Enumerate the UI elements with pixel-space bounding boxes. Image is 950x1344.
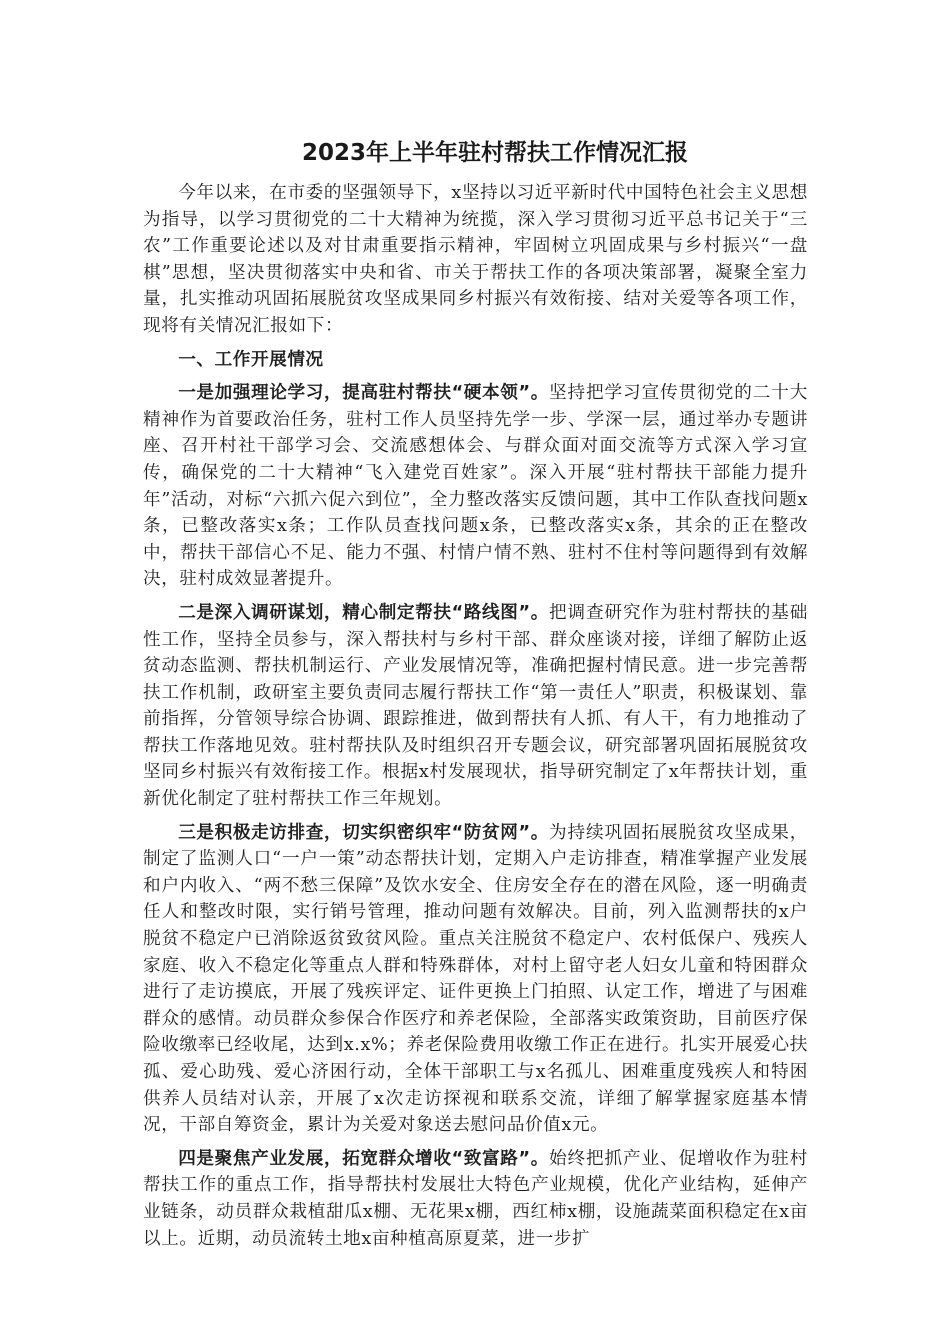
intro-paragraph: 今年以来，在市委的坚强领导下，x坚持以习近平新时代中国特色社会主义思想为指导，以学习贯彻党的二十大精神为统揽，深入学习贯彻习近平总书记关于“三农”工作重要论述以及对甘肃重要指示精神，牢固树立巩固成果与乡村振兴“一盘棋”思想，坚决贯彻落实中央和省、市关于帮扶工作的各项决策部署，凝聚全室力量，扎实推动巩固拓展脱贫攻坚成果同乡村振兴有效衔接、结对关爱等各项工作，现将有关情况汇报如下：	[143, 183, 808, 336]
item-lead-3: 三是积极走访排查，切实织密织牢“防贫网”。	[178, 822, 549, 843]
item-lead-4: 四是聚焦产业发展，拓宽群众增收“致富路”。	[178, 1148, 549, 1169]
document-title: 2023年上半年驻村帮扶工作情况汇报	[301, 140, 688, 166]
document-body	[143, 180, 808, 1259]
item-text-4: 始终把抓产业、促增收作为驻村帮扶工作的重点工作，指导帮扶村发展壮大特色产业规模，优化产业结构，延伸产业链条，动员群众栽植甜瓜x棚、无花果x棚，西红柿x棚，设施蔬菜面积稳定在x亩以上。近期，动员流转土地x亩种植高原夏菜，进一步扩	[143, 1148, 809, 1249]
item-lead-1: 一是加强理论学习，提高驻村帮扶“硬本领”。	[178, 383, 549, 404]
item-paragraph-3	[143, 820, 808, 1139]
item-paragraph-1	[143, 380, 808, 593]
item-paragraph-4	[143, 1146, 808, 1252]
item-text-1: 坚持把学习宣传贯彻党的二十大精神作为首要政治任务，驻村工作人员坚持先学一步、学深一层，通过举办专题讲座、召开村社干部学习会、交流感想体会、与群众面对面交流等方式深入学习宣传，确保党的二十大精神“飞入建党百姓家”。深入开展“驻村帮扶干部能力提升年”活动，对标“六抓六促六到位”，全力整改落实反馈问题，其中工作队查找问题x条，已整改落实x条；工作队员查找问题x条，已整改落实x条，其余的正在整改中，帮扶干部信心不足、能力不强、村情户情不熟、驻村不住村等问题得到有效解决，驻村成效显著提升。	[143, 383, 809, 590]
item-text-3: 为持续巩固拓展脱贫攻坚成果，制定了监测人口“一户一策”动态帮扶计划，定期入户走访排查，精准掌握产业发展和户内收入、“两不愁三保障”及饮水安全、住房安全存在的潜在风险，逐一明确责任人和整改时限，实行销号管理，推动问题有效解决。目前，列入监测帮扶的x户脱贫不稳定户已消除返贫致贫风险。重点关注脱贫不稳定户、农村低保户、残疾人家庭、收入不稳定化等重点人群和特殊群体，对村上留守老人妇女儿童和特困群众进行了走访摸底，开展了残疾评定、证件更换上门拍照、认定工作，增进了与困难群众的感情。动员群众参保合作医疗和养老保险，全部落实政策资助，目前医疗保险收缴率已经收尾，达到x.x%；养老保险费用收缴工作正在进行。扎实开展爱心扶孤、爱心助残、爱心济困行动，全体干部职工与x名孤儿、困难重度残疾人和特困供养人员结对认亲，开展了x次走访探视和联系交流，详细了解掌握家庭基本情况，干部自筹资金，累计为关爱对象送去慰问品价值x元。	[143, 822, 809, 1136]
item-paragraph-2	[143, 600, 808, 813]
item-lead-2: 二是深入调研谋划，精心制定帮扶“路线图”。	[178, 602, 549, 623]
section-heading	[143, 347, 808, 374]
section-heading-text: 一、工作开展情况	[178, 349, 324, 370]
item-text-2: 把调查研究作为驻村帮扶的基础性工作，坚持全员参与，深入帮扶村与乡村干部、群众座谈对接，详细了解防止返贫动态监测、帮扶机制运行、产业发展情况等，准确把握村情民意。进一步完善帮扶工作机制，政研室主要负责同志履行帮扶工作“第一责任人”职责，积极谋划、靠前指挥，分管领导综合协调、跟踪推进，做到帮扶有人抓、有人干，有力地推动了帮扶工作落地见效。驻村帮扶队及时组织召开专题会议，研究部署巩固拓展脱贫攻坚同乡村振兴有效衔接工作。根据x村发展现状，指导研究制定了x年帮扶计划，重新优化制定了驻村帮扶工作三年规划。	[143, 602, 809, 810]
